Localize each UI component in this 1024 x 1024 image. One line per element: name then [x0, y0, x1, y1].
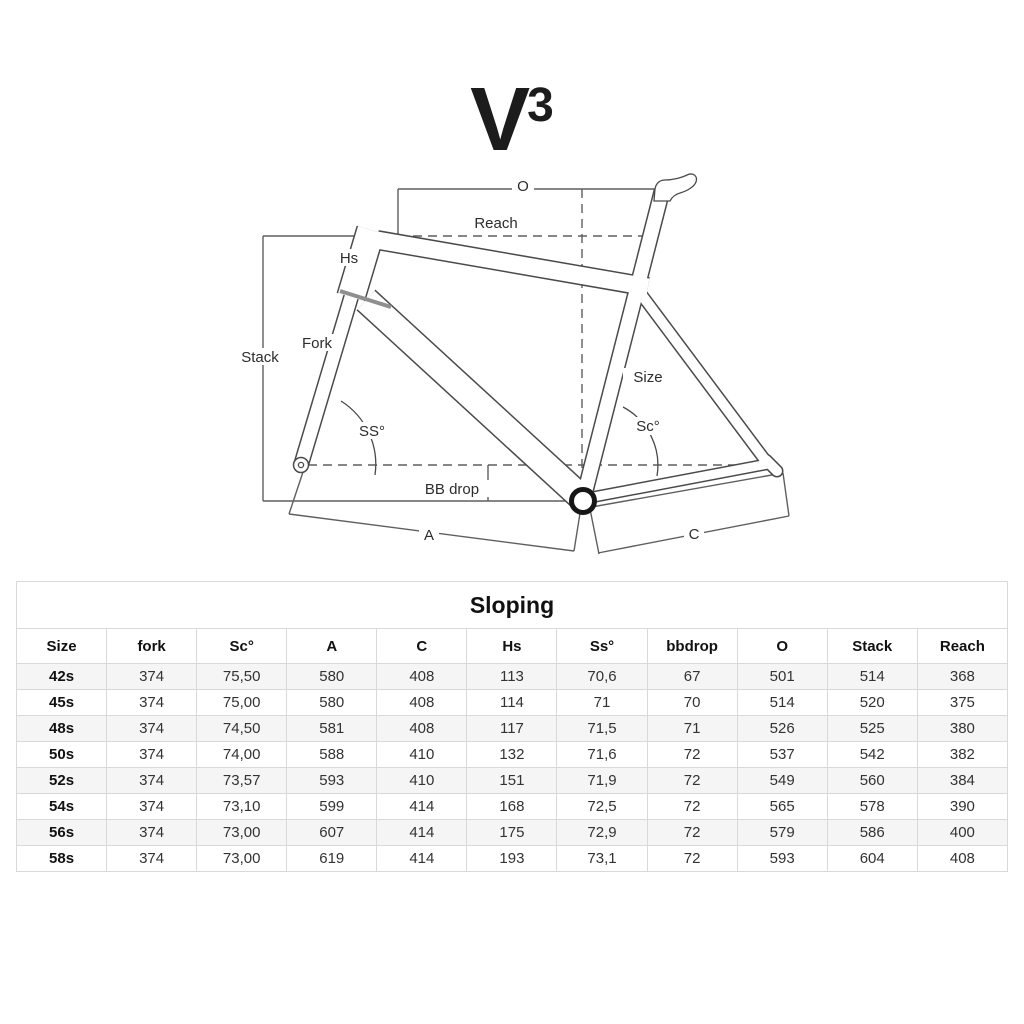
measurement-lines — [263, 189, 789, 554]
value-cell: 75,00 — [197, 690, 287, 716]
value-cell: 542 — [827, 742, 917, 768]
value-cell: 132 — [467, 742, 557, 768]
table-row — [17, 768, 1008, 794]
column-header: bbdrop — [647, 629, 737, 664]
label-bb-drop: BB drop — [424, 481, 480, 498]
value-cell: 408 — [377, 664, 467, 690]
value-cell: 374 — [107, 742, 197, 768]
value-cell: 151 — [467, 768, 557, 794]
value-cell: 72 — [647, 742, 737, 768]
label-o: O — [517, 178, 529, 195]
value-cell: 375 — [917, 690, 1007, 716]
value-cell: 168 — [467, 794, 557, 820]
label-a: A — [423, 527, 435, 544]
table-row — [17, 690, 1008, 716]
value-cell: 114 — [467, 690, 557, 716]
value-cell: 72 — [647, 846, 737, 872]
value-cell: 72,9 — [557, 820, 647, 846]
value-cell: 384 — [917, 768, 1007, 794]
column-header: C — [377, 629, 467, 664]
table-row — [17, 664, 1008, 690]
logo-exponent: 3 — [527, 79, 554, 132]
bottom-bracket — [572, 490, 595, 513]
value-cell: 75,50 — [197, 664, 287, 690]
size-cell: 52s — [17, 768, 107, 794]
value-cell: 581 — [287, 716, 377, 742]
value-cell: 414 — [377, 794, 467, 820]
value-cell: 549 — [737, 768, 827, 794]
value-cell: 72 — [647, 794, 737, 820]
value-cell: 380 — [917, 716, 1007, 742]
column-header: Stack — [827, 629, 917, 664]
label-c: C — [688, 526, 700, 543]
value-cell: 390 — [917, 794, 1007, 820]
value-cell: 526 — [737, 716, 827, 742]
value-cell: 408 — [377, 690, 467, 716]
size-cell: 58s — [17, 846, 107, 872]
value-cell: 374 — [107, 846, 197, 872]
value-cell: 71,6 — [557, 742, 647, 768]
sloping-table — [16, 581, 1008, 872]
value-cell: 374 — [107, 820, 197, 846]
value-cell: 525 — [827, 716, 917, 742]
size-cell: 48s — [17, 716, 107, 742]
value-cell: 410 — [377, 768, 467, 794]
value-cell: 71,5 — [557, 716, 647, 742]
value-cell: 117 — [467, 716, 557, 742]
value-cell: 70,6 — [557, 664, 647, 690]
value-cell: 580 — [287, 664, 377, 690]
value-cell: 368 — [917, 664, 1007, 690]
label-fork: Fork — [302, 335, 332, 352]
size-cell: 45s — [17, 690, 107, 716]
value-cell: 514 — [827, 664, 917, 690]
value-cell: 72 — [647, 768, 737, 794]
frame-geometry-diagram — [0, 150, 1024, 580]
table-title-row — [17, 582, 1008, 629]
label-ss-angle: SS° — [358, 423, 386, 440]
front-axle — [294, 458, 309, 473]
value-cell: 374 — [107, 716, 197, 742]
value-cell: 607 — [287, 820, 377, 846]
value-cell: 73,00 — [197, 820, 287, 846]
label-reach: Reach — [474, 215, 518, 232]
value-cell: 593 — [287, 768, 377, 794]
value-cell: 579 — [737, 820, 827, 846]
value-cell: 578 — [827, 794, 917, 820]
size-cell: 42s — [17, 664, 107, 690]
value-cell: 72,5 — [557, 794, 647, 820]
value-cell: 565 — [737, 794, 827, 820]
column-header: Reach — [917, 629, 1007, 664]
value-cell: 593 — [737, 846, 827, 872]
value-cell: 580 — [287, 690, 377, 716]
size-cell: 50s — [17, 742, 107, 768]
value-cell: 382 — [917, 742, 1007, 768]
geometry-table — [16, 581, 1008, 872]
label-stack: Stack — [241, 349, 279, 366]
column-header: Hs — [467, 629, 557, 664]
seatpost-clamp — [654, 174, 696, 201]
logo-letter: V — [470, 70, 528, 170]
value-cell: 619 — [287, 846, 377, 872]
value-cell: 374 — [107, 664, 197, 690]
size-cell: 56s — [17, 820, 107, 846]
table-header-row — [17, 629, 1008, 664]
value-cell: 374 — [107, 690, 197, 716]
value-cell: 408 — [917, 846, 1007, 872]
value-cell: 537 — [737, 742, 827, 768]
table-title: Sloping — [17, 582, 1008, 629]
label-size: Size — [633, 369, 663, 386]
value-cell: 400 — [917, 820, 1007, 846]
value-cell: 67 — [647, 664, 737, 690]
value-cell: 71 — [557, 690, 647, 716]
label-sc-angle: Sc° — [636, 418, 660, 435]
table-row — [17, 846, 1008, 872]
value-cell: 73,1 — [557, 846, 647, 872]
value-cell: 73,57 — [197, 768, 287, 794]
value-cell: 70 — [647, 690, 737, 716]
column-header: A — [287, 629, 377, 664]
value-cell: 599 — [287, 794, 377, 820]
value-cell: 74,00 — [197, 742, 287, 768]
value-cell: 175 — [467, 820, 557, 846]
value-cell: 414 — [377, 820, 467, 846]
value-cell: 414 — [377, 846, 467, 872]
value-cell: 588 — [287, 742, 377, 768]
column-header: O — [737, 629, 827, 664]
column-header: Ss° — [557, 629, 647, 664]
value-cell: 501 — [737, 664, 827, 690]
table-row — [17, 794, 1008, 820]
value-cell: 71 — [647, 716, 737, 742]
column-header: fork — [107, 629, 197, 664]
frame-tubes-inner — [301, 191, 777, 500]
value-cell: 113 — [467, 664, 557, 690]
a-c-measure-lines — [289, 472, 789, 554]
value-cell: 560 — [827, 768, 917, 794]
value-cell: 74,50 — [197, 716, 287, 742]
value-cell: 72 — [647, 820, 737, 846]
value-cell: 71,9 — [557, 768, 647, 794]
value-cell: 374 — [107, 768, 197, 794]
column-header: Size — [17, 629, 107, 664]
column-header: Sc° — [197, 629, 287, 664]
value-cell: 514 — [737, 690, 827, 716]
table-row — [17, 820, 1008, 846]
value-cell: 604 — [827, 846, 917, 872]
value-cell: 73,00 — [197, 846, 287, 872]
value-cell: 410 — [377, 742, 467, 768]
value-cell: 408 — [377, 716, 467, 742]
value-cell: 520 — [827, 690, 917, 716]
value-cell: 586 — [827, 820, 917, 846]
value-cell: 193 — [467, 846, 557, 872]
value-cell: 73,10 — [197, 794, 287, 820]
table-row — [17, 716, 1008, 742]
label-hs: Hs — [339, 250, 359, 267]
size-cell: 54s — [17, 794, 107, 820]
table-row — [17, 742, 1008, 768]
value-cell: 374 — [107, 794, 197, 820]
table-body — [17, 664, 1008, 872]
